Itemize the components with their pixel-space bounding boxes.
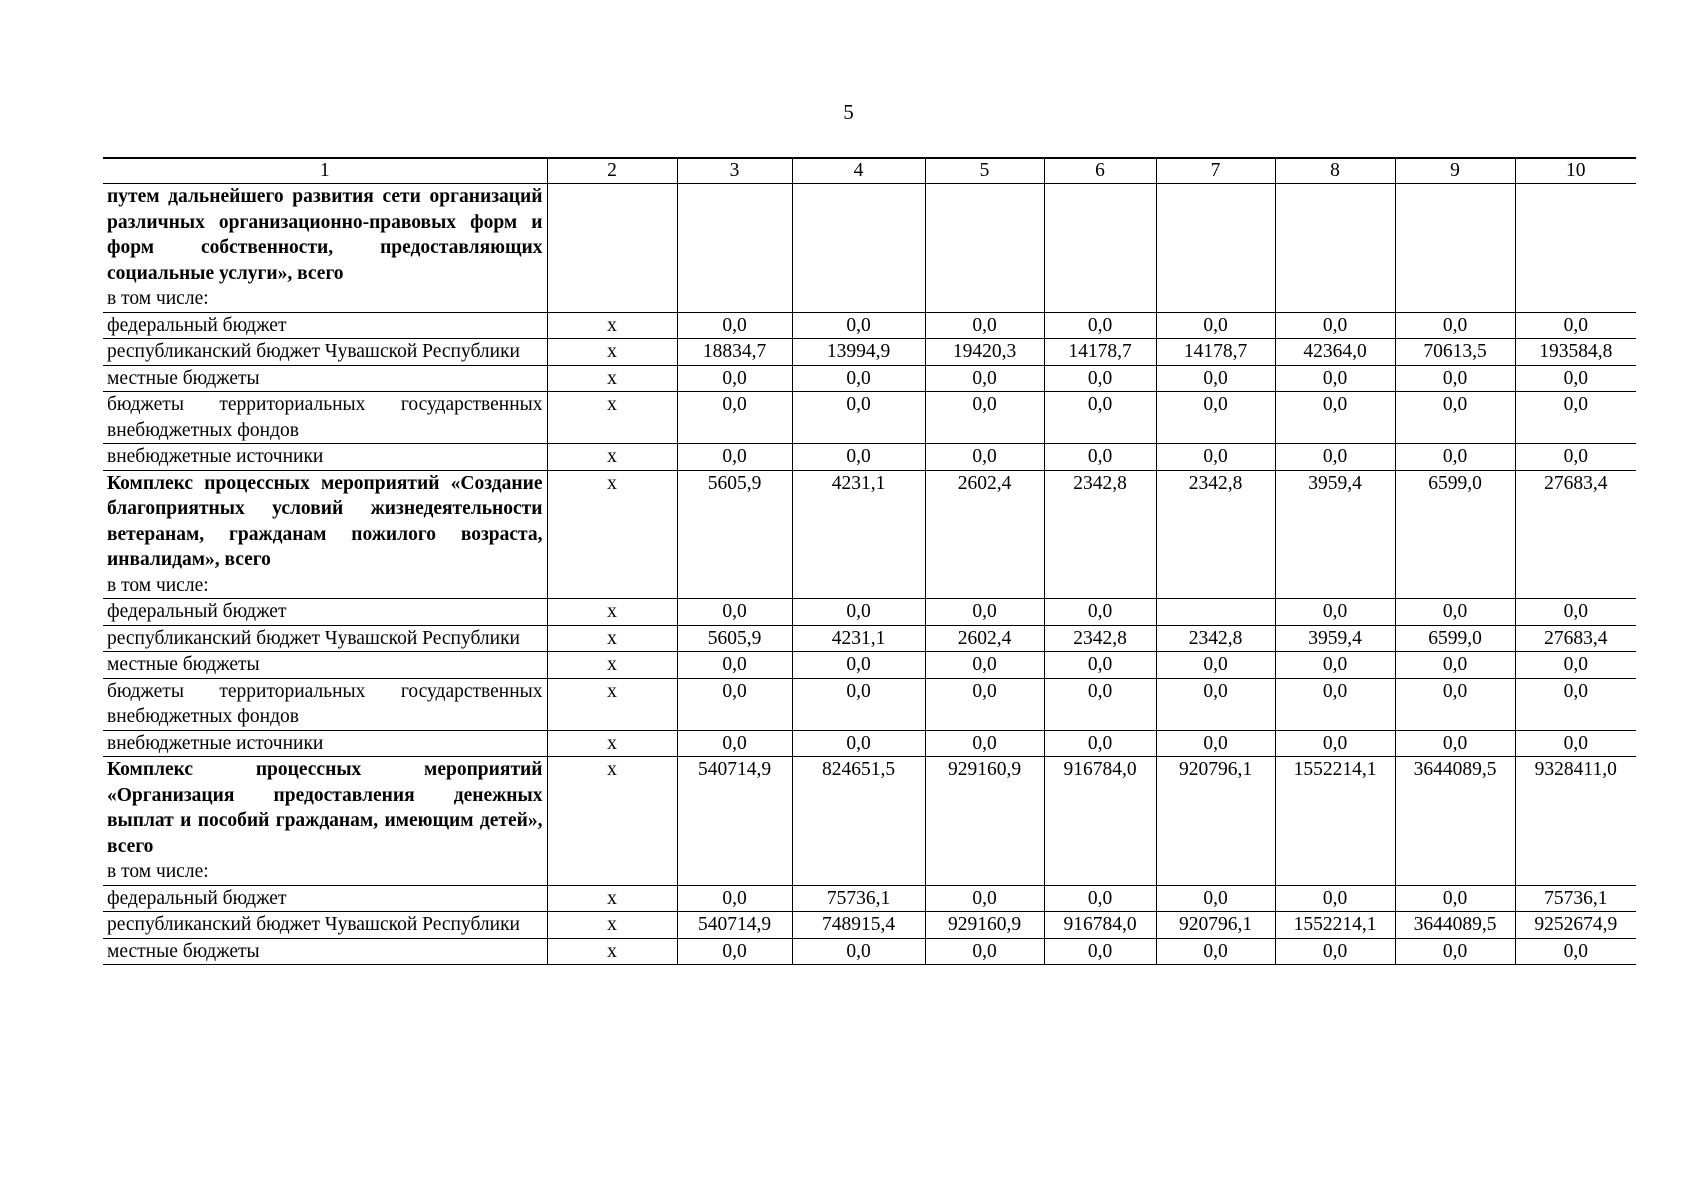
value-cell: 0,0	[1395, 365, 1515, 392]
value-cell: 0,0	[1156, 652, 1275, 679]
table-row	[103, 312, 1636, 339]
value-cell: 9252674,9	[1515, 912, 1636, 939]
column-header-8: 8	[1275, 158, 1395, 184]
value-cell: 0,0	[1275, 599, 1395, 626]
value-cell: 0,0	[925, 392, 1044, 444]
value-cell: 14178,7	[1044, 339, 1156, 366]
value-cell: 6599,0	[1395, 625, 1515, 652]
value-cell: 0,0	[1275, 365, 1395, 392]
value-cell: 0,0	[1044, 599, 1156, 626]
value-cell: 0,0	[925, 730, 1044, 757]
status-mark-cell: х	[547, 757, 677, 886]
value-cell: 0,0	[1275, 444, 1395, 471]
value-cell: 1552214,1	[1275, 757, 1395, 886]
value-cell: 0,0	[792, 652, 925, 679]
value-cell: 929160,9	[925, 757, 1044, 886]
row-label: федеральный бюджет	[107, 601, 287, 622]
value-cell: 0,0	[792, 392, 925, 444]
value-cell: 0,0	[677, 678, 792, 730]
value-cell: 0,0	[792, 730, 925, 757]
value-cell: 0,0	[1044, 678, 1156, 730]
value-cell: 6599,0	[1395, 470, 1515, 599]
value-cell: 3959,4	[1275, 470, 1395, 599]
value-cell: 0,0	[1275, 730, 1395, 757]
value-cell: 0,0	[1515, 312, 1636, 339]
value-cell: 540714,9	[677, 757, 792, 886]
column-header-5: 5	[925, 158, 1044, 184]
value-cell: 916784,0	[1044, 912, 1156, 939]
value-cell: 0,0	[1395, 392, 1515, 444]
value-cell: 0,0	[792, 938, 925, 965]
value-cell: 0,0	[1395, 444, 1515, 471]
value-cell: 0,0	[1044, 392, 1156, 444]
value-cell: 3644089,5	[1395, 757, 1515, 886]
value-cell: 0,0	[925, 885, 1044, 912]
value-cell: 0,0	[792, 599, 925, 626]
status-mark-cell	[547, 184, 677, 313]
value-cell: 0,0	[1156, 730, 1275, 757]
value-cell	[1515, 184, 1636, 313]
value-cell: 0,0	[1044, 652, 1156, 679]
value-cell: 0,0	[1044, 938, 1156, 965]
value-cell: 916784,0	[1044, 757, 1156, 886]
status-mark-cell: х	[547, 312, 677, 339]
value-cell	[1044, 184, 1156, 313]
value-cell: 0,0	[925, 599, 1044, 626]
value-cell: 14178,7	[1156, 339, 1275, 366]
row-label: республиканский бюджет Чувашской Республики	[107, 341, 520, 362]
status-mark-cell: х	[547, 470, 677, 599]
value-cell: 0,0	[1156, 444, 1275, 471]
value-cell: 0,0	[1515, 652, 1636, 679]
value-cell	[1156, 184, 1275, 313]
table-row	[103, 678, 1636, 730]
row-label-cell	[103, 365, 547, 392]
value-cell: 0,0	[1044, 365, 1156, 392]
row-label-cell	[103, 652, 547, 679]
column-header-9: 9	[1395, 158, 1515, 184]
table-row	[103, 625, 1636, 652]
row-label-cell	[103, 470, 547, 599]
column-header-6: 6	[1044, 158, 1156, 184]
value-cell: 0,0	[1156, 938, 1275, 965]
value-cell: 0,0	[925, 444, 1044, 471]
value-cell: 0,0	[792, 444, 925, 471]
table-section-row	[103, 757, 1636, 886]
row-label-cell	[103, 678, 547, 730]
value-cell: 2342,8	[1044, 470, 1156, 599]
row-label-cell	[103, 625, 547, 652]
value-cell: 0,0	[1156, 312, 1275, 339]
row-label-cell	[103, 730, 547, 757]
status-mark-cell: х	[547, 599, 677, 626]
value-cell: 18834,7	[677, 339, 792, 366]
value-cell: 0,0	[1275, 392, 1395, 444]
value-cell: 193584,8	[1515, 339, 1636, 366]
value-cell: 0,0	[677, 444, 792, 471]
value-cell: 0,0	[1156, 392, 1275, 444]
value-cell: 0,0	[677, 652, 792, 679]
value-cell: 2602,4	[925, 470, 1044, 599]
row-label-cell	[103, 757, 547, 886]
value-cell: 5605,9	[677, 625, 792, 652]
value-cell: 540714,9	[677, 912, 792, 939]
column-header-2: 2	[547, 158, 677, 184]
value-cell: 4231,1	[792, 470, 925, 599]
row-label-cell	[103, 444, 547, 471]
value-cell: 75736,1	[1515, 885, 1636, 912]
table-row	[103, 365, 1636, 392]
value-cell: 0,0	[677, 730, 792, 757]
table-body	[103, 184, 1636, 965]
value-cell: 0,0	[1156, 365, 1275, 392]
value-cell: 0,0	[1515, 392, 1636, 444]
value-cell: 5605,9	[677, 470, 792, 599]
column-header-7: 7	[1156, 158, 1275, 184]
value-cell: 75736,1	[792, 885, 925, 912]
column-number-row	[103, 158, 1636, 184]
row-label: местные бюджеты	[107, 654, 260, 675]
value-cell: 2342,8	[1156, 625, 1275, 652]
status-mark-cell: х	[547, 938, 677, 965]
row-label-cell	[103, 912, 547, 939]
row-label: внебюджетные источники	[107, 732, 324, 754]
value-cell	[677, 184, 792, 313]
status-mark-cell: х	[547, 652, 677, 679]
value-cell: 0,0	[1395, 599, 1515, 626]
table-row	[103, 392, 1636, 444]
section-subtitle: в том числе:	[107, 288, 209, 309]
status-mark-cell: х	[547, 730, 677, 757]
row-label: республиканский бюджет Чувашской Республики	[107, 914, 520, 935]
table-section-row	[103, 470, 1636, 599]
value-cell: 0,0	[1515, 599, 1636, 626]
value-cell: 929160,9	[925, 912, 1044, 939]
row-label: республиканский бюджет Чувашской Республики	[107, 627, 520, 649]
page-number: 5	[843, 100, 854, 124]
status-mark-cell: х	[547, 625, 677, 652]
value-cell: 0,0	[1395, 730, 1515, 757]
value-cell: 0,0	[1275, 938, 1395, 965]
row-label: федеральный бюджет	[107, 887, 287, 909]
value-cell: 0,0	[1395, 312, 1515, 339]
value-cell: 0,0	[1275, 652, 1395, 679]
value-cell: 0,0	[1275, 678, 1395, 730]
status-mark-cell: х	[547, 444, 677, 471]
table-row	[103, 339, 1636, 366]
value-cell	[1395, 184, 1515, 313]
value-cell: 3644089,5	[1395, 912, 1515, 939]
value-cell: 4231,1	[792, 625, 925, 652]
status-mark-cell: х	[547, 678, 677, 730]
row-label-cell	[103, 312, 547, 339]
table-row	[103, 599, 1636, 626]
value-cell: 0,0	[1515, 678, 1636, 730]
value-cell: 0,0	[677, 599, 792, 626]
value-cell: 0,0	[925, 312, 1044, 339]
value-cell	[1275, 184, 1395, 313]
value-cell	[1156, 599, 1275, 626]
value-cell: 0,0	[1044, 885, 1156, 912]
row-label: федеральный бюджет	[107, 314, 287, 336]
value-cell: 748915,4	[792, 912, 925, 939]
section-title: Комплекс процессных мероприятий «Организация предоставления денежных выплат и пособий гражданам, имеющим детей», всего	[107, 759, 543, 857]
value-cell: 0,0	[1044, 444, 1156, 471]
status-mark-cell: х	[547, 392, 677, 444]
row-label: бюджеты территориальных государственных внебюджетных фондов	[107, 680, 543, 727]
value-cell: 0,0	[1156, 678, 1275, 730]
row-label-cell	[103, 938, 547, 965]
column-header-10: 10	[1515, 158, 1636, 184]
value-cell: 3959,4	[1275, 625, 1395, 652]
value-cell	[925, 184, 1044, 313]
value-cell: 70613,5	[1395, 339, 1515, 366]
budget-table	[103, 157, 1636, 965]
table-row	[103, 730, 1636, 757]
value-cell: 0,0	[1275, 312, 1395, 339]
value-cell: 2342,8	[1044, 625, 1156, 652]
value-cell	[792, 184, 925, 313]
value-cell: 0,0	[677, 365, 792, 392]
table-row	[103, 444, 1636, 471]
value-cell: 2342,8	[1156, 470, 1275, 599]
value-cell: 0,0	[1395, 938, 1515, 965]
value-cell: 0,0	[677, 938, 792, 965]
value-cell: 0,0	[1044, 312, 1156, 339]
value-cell: 27683,4	[1515, 625, 1636, 652]
value-cell: 1552214,1	[1275, 912, 1395, 939]
status-mark-cell: х	[547, 339, 677, 366]
value-cell: 0,0	[1395, 652, 1515, 679]
row-label: местные бюджеты	[107, 367, 260, 389]
row-label-cell	[103, 184, 547, 313]
value-cell: 0,0	[1156, 885, 1275, 912]
value-cell: 9328411,0	[1515, 757, 1636, 886]
table-row	[103, 938, 1636, 965]
table-section-row	[103, 184, 1636, 313]
status-mark-cell: х	[547, 912, 677, 939]
row-label: бюджеты территориальных государственных внебюджетных фондов	[107, 394, 543, 441]
column-header-1: 1	[103, 158, 547, 184]
value-cell: 0,0	[1515, 444, 1636, 471]
value-cell: 0,0	[677, 885, 792, 912]
value-cell: 0,0	[1395, 885, 1515, 912]
value-cell: 42364,0	[1275, 339, 1395, 366]
value-cell: 0,0	[1395, 678, 1515, 730]
value-cell: 0,0	[677, 312, 792, 339]
value-cell: 2602,4	[925, 625, 1044, 652]
value-cell: 27683,4	[1515, 470, 1636, 599]
value-cell: 13994,9	[792, 339, 925, 366]
value-cell: 0,0	[925, 652, 1044, 679]
row-label-cell	[103, 392, 547, 444]
status-mark-cell: х	[547, 885, 677, 912]
row-label: местные бюджеты	[107, 940, 260, 962]
value-cell: 0,0	[925, 938, 1044, 965]
section-title: Комплекс процессных мероприятий «Создание благоприятных условий жизнедеятельности ветеранам, гражданам пожилого возраста, инвалидам», всего	[107, 472, 543, 570]
status-mark-cell: х	[547, 365, 677, 392]
value-cell: 0,0	[925, 365, 1044, 392]
value-cell: 0,0	[677, 392, 792, 444]
table-row	[103, 652, 1636, 679]
row-label: внебюджетные источники	[107, 446, 324, 467]
column-header-3: 3	[677, 158, 792, 184]
value-cell: 0,0	[1515, 365, 1636, 392]
row-label-cell	[103, 339, 547, 366]
value-cell: 0,0	[792, 678, 925, 730]
value-cell: 0,0	[792, 365, 925, 392]
value-cell: 19420,3	[925, 339, 1044, 366]
section-subtitle: в том числе:	[107, 861, 209, 882]
row-label-cell	[103, 599, 547, 626]
table-row	[103, 912, 1636, 939]
value-cell: 0,0	[1515, 730, 1636, 757]
value-cell: 0,0	[792, 312, 925, 339]
table-row	[103, 885, 1636, 912]
value-cell: 920796,1	[1156, 757, 1275, 886]
row-label-cell	[103, 885, 547, 912]
value-cell: 0,0	[1515, 938, 1636, 965]
value-cell: 0,0	[1044, 730, 1156, 757]
section-title: путем дальнейшего развития сети организаций различных организационно-правовых форм и форм собственности, предоставляющих социальные услуги», всего	[107, 186, 543, 284]
value-cell: 0,0	[925, 678, 1044, 730]
value-cell: 0,0	[1275, 885, 1395, 912]
value-cell: 824651,5	[792, 757, 925, 886]
column-header-4: 4	[792, 158, 925, 184]
value-cell: 920796,1	[1156, 912, 1275, 939]
section-subtitle: в том числе:	[107, 574, 209, 596]
